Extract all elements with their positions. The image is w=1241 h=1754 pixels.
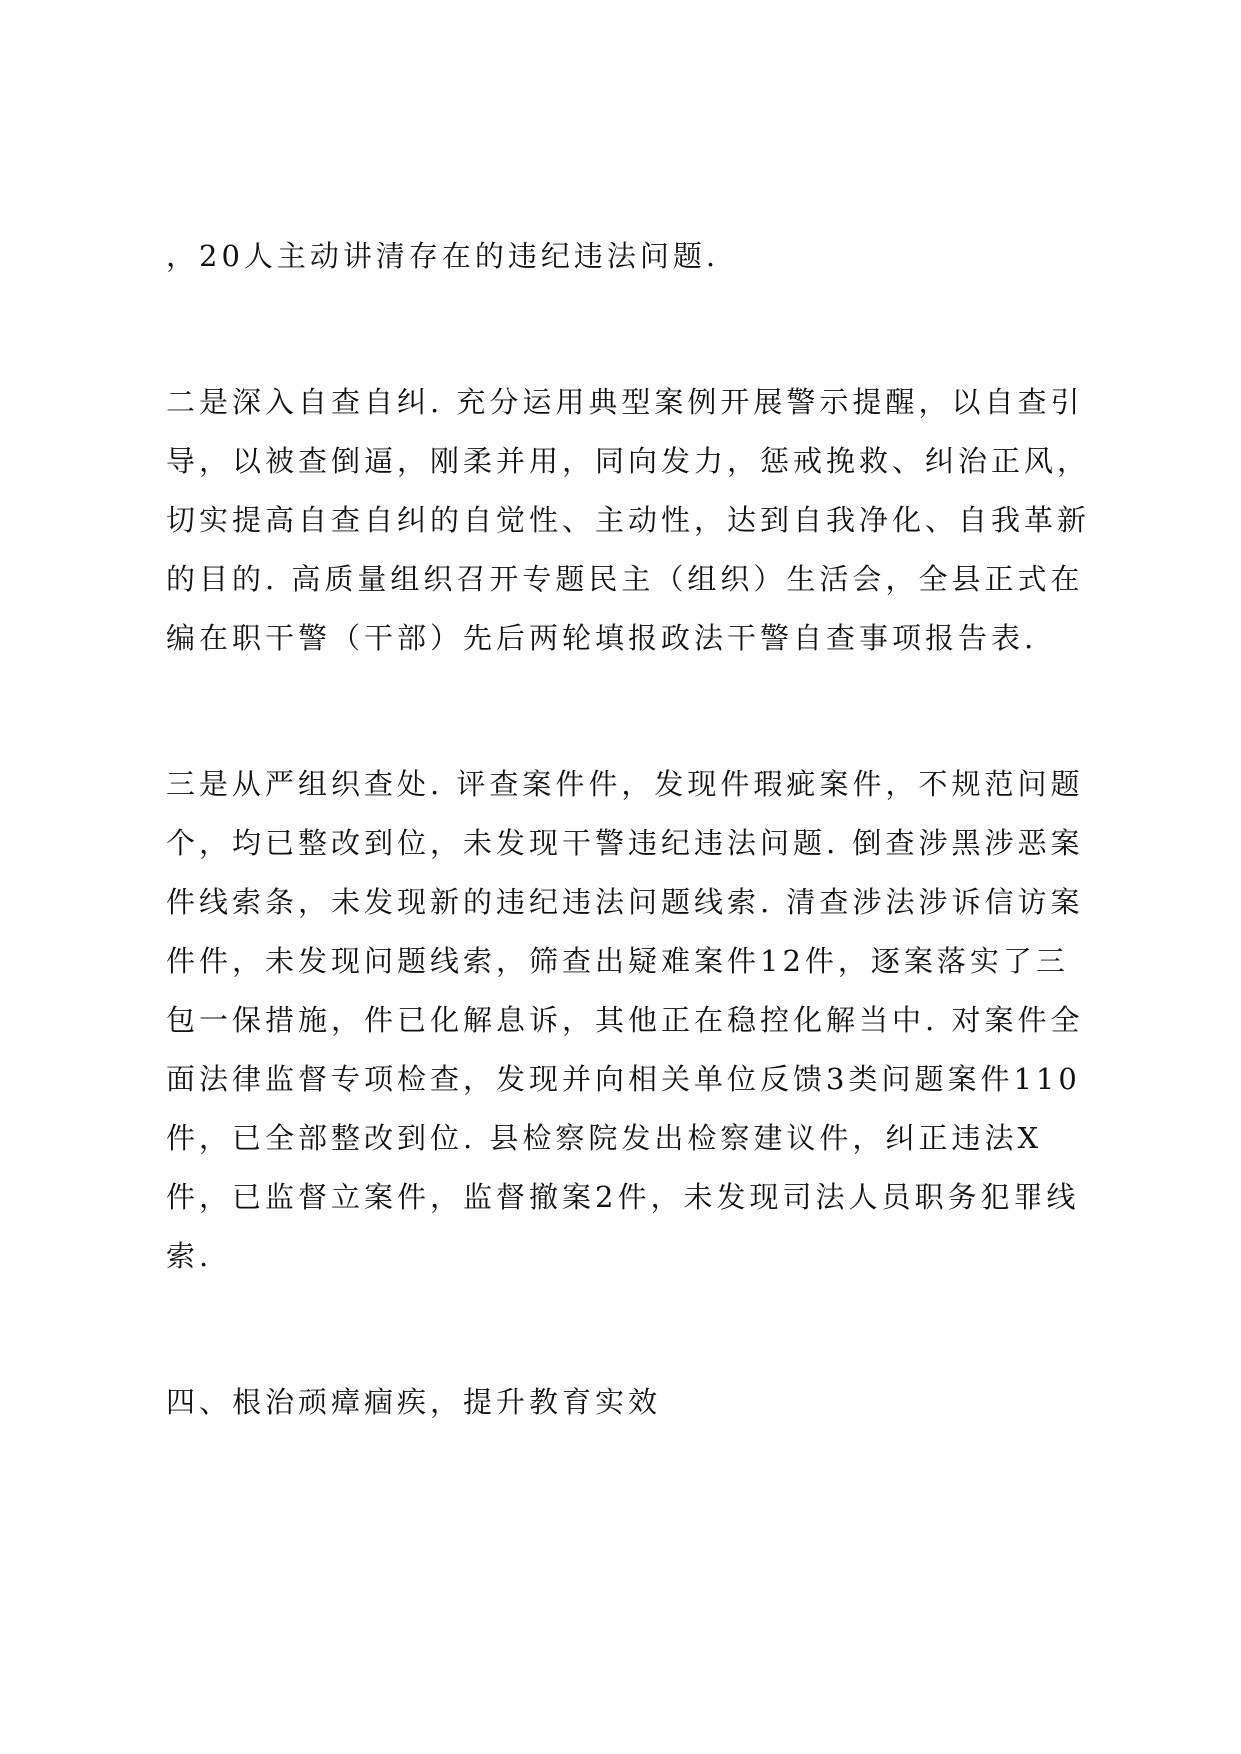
paragraph-3-line-5: 包一保措施，件已化解息诉，其他正在稳控化解当中. 对案件全 [166, 1003, 1084, 1037]
paragraph-2-line-1: 二是深入自查自纠. 充分运用典型案例开展警示提醒，以自查引 [166, 385, 1084, 419]
section-heading-4: 四、根治顽瘴痼疾，提升教育实效 [166, 1385, 662, 1419]
paragraph-2-line-3: 切实提高自查自纠的自觉性、主动性，达到自我净化、自我革新 [166, 503, 1091, 537]
paragraph-2-line-5: 编在职干警（干部）先后两轮填报政法干警自查事项报告表. [166, 621, 1038, 655]
paragraph-1-line-1: ，20人主动讲清存在的违纪违法问题. [166, 239, 720, 273]
paragraph-2-line-4: 的目的. 高质量组织召开专题民主（组织）生活会，全县正式在 [166, 562, 1084, 596]
paragraph-3-line-9: 索. [166, 1239, 213, 1273]
paragraph-3-line-7: 件，已全部整改到位. 县检察院发出检察建议件，纠正违法X [166, 1121, 1043, 1155]
paragraph-3-line-1: 三是从严组织查处. 评查案件件，发现件瑕疵案件，不规范问题 [166, 767, 1084, 801]
paragraph-3-line-2: 个，均已整改到位，未发现干警违纪违法问题. 倒查涉黑涉恶案 [166, 826, 1084, 860]
paragraph-3-line-4: 件件，未发现问题线索，筛查出疑难案件12件，逐案落实了三 [166, 944, 1069, 978]
paragraph-3-line-3: 件线索条，未发现新的违纪违法问题线索. 清查涉法涉诉信访案 [166, 885, 1084, 919]
paragraph-2-line-2: 导，以被查倒逼，刚柔并用，同向发力，惩戒挽救、纠治正风， [166, 444, 1091, 478]
paragraph-3-line-6: 面法律监督专项检查，发现并向相关单位反馈3类问题案件110 [166, 1062, 1081, 1096]
paragraph-3-line-8: 件，已监督立案件，监督撤案2件，未发现司法人员职务犯罪线 [166, 1180, 1080, 1214]
